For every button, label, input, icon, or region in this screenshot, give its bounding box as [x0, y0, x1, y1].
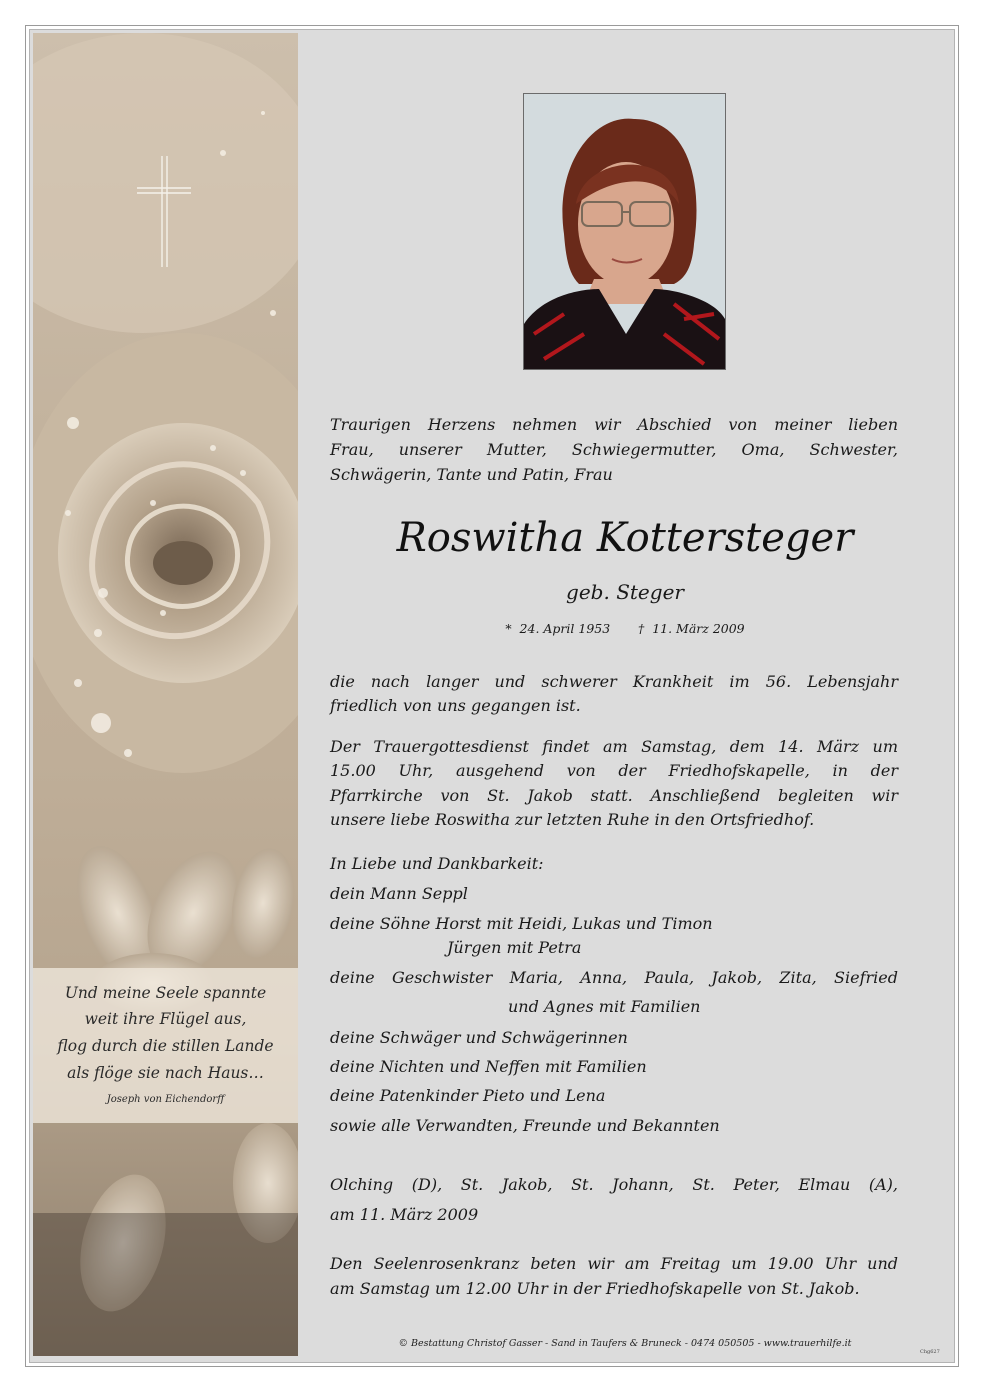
mourner-line: deine Patenkinder Pieto und Lena — [330, 1086, 606, 1105]
quote-line: flog durch die stillen Lande — [57, 1037, 274, 1055]
quote-author: Joseph von Eichendorff — [106, 1094, 225, 1105]
service-line: 15.00 Uhr, ausgehend von der Friedhofskapelle, in der — [330, 761, 898, 780]
quote-line: als flöge sie nach Haus… — [67, 1064, 264, 1082]
service-line: Der Trauergottesdienst findet am Samstag, dem 14. März um — [330, 737, 898, 756]
rose-illustration — [33, 33, 298, 1356]
footer-credit: © Bestattung Christof Gasser - Sand in Taufers & Bruneck - 0474 050505 - www.trauerhilfe.it — [398, 1338, 852, 1349]
mourner-line: deine Nichten und Neffen mit Familien — [330, 1057, 647, 1076]
rosary-line: am Samstag um 12.00 Uhr in der Friedhofskapelle von St. Jakob. — [330, 1279, 860, 1298]
mourner-line: deine Geschwister Maria, Anna, Paula, Jakob, Zita, Siefried — [330, 968, 898, 987]
place-line: am 11. März 2009 — [330, 1205, 479, 1224]
birth-name: geb. Steger — [566, 580, 684, 604]
rosary-line: Den Seelenrosenkranz beten wir am Freitag um 19.00 Uhr und — [330, 1254, 898, 1273]
mourner-line: dein Mann Seppl — [330, 884, 468, 903]
intro-line: Frau, unserer Mutter, Schwiegermutter, Oma, Schwester, — [330, 440, 898, 459]
intro-line: Traurigen Herzens nehmen wir Abschied von meiner lieben — [330, 415, 898, 434]
mourners-heading: In Liebe und Dankbarkeit: — [330, 854, 544, 873]
passing-line: friedlich von uns gegangen ist. — [330, 696, 581, 715]
quote-line: Und meine Seele spannte — [64, 984, 267, 1002]
portrait-photo — [523, 93, 726, 370]
service-line: unsere liebe Roswitha zur letzten Ruhe in den Ortsfriedhof. — [330, 810, 815, 829]
service-line: Pfarrkirche von St. Jakob statt. Anschließend begleiten wir — [330, 786, 898, 805]
mourner-line: und Agnes mit Familien — [508, 997, 701, 1016]
mourner-line: deine Söhne Horst mit Heidi, Lukas und Timon — [330, 914, 713, 933]
deceased-name: Roswitha Kottersteger — [396, 515, 854, 561]
quote-line: weit ihre Flügel aus, — [84, 1010, 247, 1028]
intro-line: Schwägerin, Tante und Patin, Frau — [330, 465, 613, 484]
quote-box — [33, 968, 298, 1123]
template-code: Chg627 — [920, 1349, 940, 1355]
mourner-line: deine Schwäger und Schwägerinnen — [330, 1028, 628, 1047]
mourner-line: sowie alle Verwandten, Freunde und Bekannten — [330, 1116, 720, 1135]
rose-image-panel — [33, 33, 298, 1356]
mourner-line: Jürgen mit Petra — [447, 938, 582, 957]
place-line: Olching (D), St. Jakob, St. Johann, St. Peter, Elmau (A), — [330, 1175, 898, 1194]
passing-line: die nach langer und schwerer Krankheit im 56. Lebensjahr — [330, 672, 898, 691]
life-dates: * 24. April 1953 † 11. März 2009 — [505, 621, 745, 636]
